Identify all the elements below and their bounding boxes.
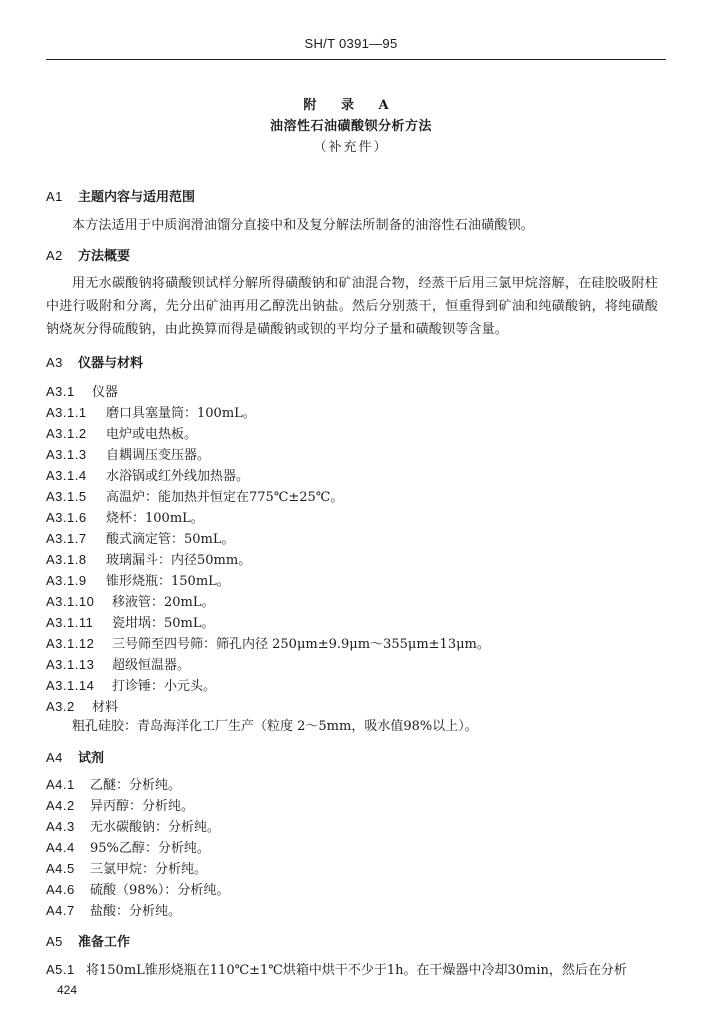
list-item (46, 404, 256, 423)
item-text: 电炉或电热板。 (106, 427, 198, 442)
item-number: A3.1.11 (46, 615, 94, 630)
item-number: A4.6 (46, 882, 75, 897)
item-text: 锥形烧瓶：150mL。 (106, 574, 230, 589)
item-text: 自耦调压变压器。 (106, 448, 211, 463)
item-number: A5.1 (46, 962, 75, 977)
page-number: 424 (57, 983, 78, 997)
list-item (46, 614, 215, 633)
item-text: 超级恒温器。 (112, 658, 191, 673)
item-text: 酸式滴定管：50mL。 (106, 532, 235, 547)
list-item (46, 839, 210, 858)
section-a4-heading (46, 749, 104, 768)
item-number: A3.1.6 (46, 510, 87, 525)
item-text: 移液管：20mL。 (112, 595, 215, 610)
item-text: 磨口具塞量筒：100mL。 (106, 406, 256, 421)
item-number: A3.1.9 (46, 573, 87, 588)
header-rule (46, 59, 666, 60)
subsection-a3-1 (46, 383, 118, 402)
subsection-label: 仪器 (92, 385, 119, 400)
subsection-a3-2 (46, 698, 118, 717)
title-block (0, 95, 702, 158)
section-a5-heading (46, 933, 130, 952)
item-number: A3.1.5 (46, 489, 87, 504)
section-title: 试剂 (78, 751, 105, 766)
standard-number: SH/T 0391—95 (304, 36, 398, 51)
item-number: A4.4 (46, 840, 75, 855)
section-a2-heading (46, 247, 130, 266)
list-item (46, 530, 235, 549)
item-text: 玻璃漏斗：内径50mm。 (106, 553, 252, 568)
item-text: 硫酸（98%）：分析纯。 (90, 883, 230, 898)
item-number: A3.1.1 (46, 405, 87, 420)
item-number: A4.3 (46, 819, 75, 834)
list-item (46, 488, 343, 507)
list-item (46, 776, 181, 795)
item-text: 异丙醇：分析纯。 (90, 799, 195, 814)
list-item (46, 797, 194, 816)
list-item (46, 902, 181, 921)
section-a3-heading (46, 354, 143, 373)
item-number: A3.1.14 (46, 678, 95, 693)
list-item (46, 551, 251, 570)
item-number: A3.1.13 (46, 657, 95, 672)
item-text: 水浴锅或红外线加热器。 (106, 469, 250, 484)
document-title: 油溶性石油磺酸钡分析方法 (269, 119, 432, 134)
section-number: A1 (46, 189, 63, 204)
item-number: A3.1.10 (46, 594, 95, 609)
list-item (46, 635, 490, 654)
item-text: 瓷坩埚：50mL。 (112, 616, 215, 631)
section-title: 准备工作 (78, 935, 131, 950)
item-number: A3.1.3 (46, 447, 87, 462)
list-item (46, 656, 190, 675)
item-number: A3.1.4 (46, 468, 87, 483)
item-text: 无水碳酸钠：分析纯。 (90, 820, 221, 835)
item-text: 打诊锤：小元头。 (112, 679, 217, 694)
subsection-label: 材料 (92, 700, 119, 715)
list-item (46, 961, 627, 980)
section-a1-body: 本方法适用于中质润滑油馏分直接中和及复分解法所制备的油溶性石油磺酸钡。 (72, 218, 535, 233)
section-number: A2 (46, 248, 63, 263)
item-number: A3.1.12 (46, 636, 95, 651)
list-item (46, 467, 249, 486)
item-text: 将150mL锥形烧瓶在110℃±1℃烘箱中烘干不少于1h。在干燥器中冷却30min，然后在分析 (86, 963, 627, 978)
item-number: A4.7 (46, 903, 75, 918)
item-text: 烧杯：100mL。 (106, 511, 204, 526)
list-item (46, 677, 216, 696)
subsection-number: A3.2 (46, 699, 75, 714)
material-description: 粗孔硅胶：青岛海洋化工厂生产（粒度 2～5mm，吸水值98%以上）。 (72, 719, 478, 734)
item-text: 高温炉：能加热并恒定在775℃±25℃。 (106, 490, 344, 505)
item-number: A3.1.2 (46, 426, 87, 441)
section-a1-heading (46, 188, 195, 207)
item-number: A3.1.7 (46, 531, 87, 546)
list-item (46, 593, 215, 612)
item-text: 盐酸：分析纯。 (90, 904, 182, 919)
list-item (46, 425, 197, 444)
item-text: 三号筛至四号筛：筛孔内径 250μm±9.9μm～355μm±13μm。 (112, 637, 490, 652)
list-item (46, 881, 229, 900)
item-text: 三氯甲烷：分析纯。 (90, 862, 208, 877)
list-item (46, 446, 210, 465)
section-title: 方法概要 (78, 249, 131, 264)
section-number: A3 (46, 355, 63, 370)
list-item (46, 860, 207, 879)
item-number: A4.1 (46, 777, 75, 792)
section-title: 仪器与材料 (78, 356, 144, 371)
appendix-label: 附 录 A (303, 98, 399, 113)
section-a2-body: 用无水碳酸钠将磺酸钡试样分解所得磺酸钠和矿油混合物，经蒸干后用三氯甲烷溶解，在硅胶吸附柱中进行吸附和分离，先分出矿油再用乙醇洗出钠盐。然后分别蒸干，恒重得到矿油和纯磺酸钠，将纯磺酸钠烧灰分得硫酸钠，由此换算而得是磺酸钠或钡的平均分子量和磺酸钡等含量。 (46, 276, 658, 337)
section-number: A5 (46, 934, 63, 949)
section-number: A4 (46, 750, 63, 765)
item-number: A3.1.8 (46, 552, 87, 567)
document-subtitle: （补充件） (313, 140, 389, 155)
list-item (46, 509, 204, 528)
list-item (46, 572, 230, 591)
item-text: 95%乙醇：分析纯。 (90, 841, 210, 856)
item-number: A4.5 (46, 861, 75, 876)
section-title: 主题内容与适用范围 (78, 190, 196, 205)
item-number: A4.2 (46, 798, 75, 813)
item-text: 乙醚：分析纯。 (90, 778, 182, 793)
list-item (46, 818, 220, 837)
subsection-number: A3.1 (46, 384, 75, 399)
